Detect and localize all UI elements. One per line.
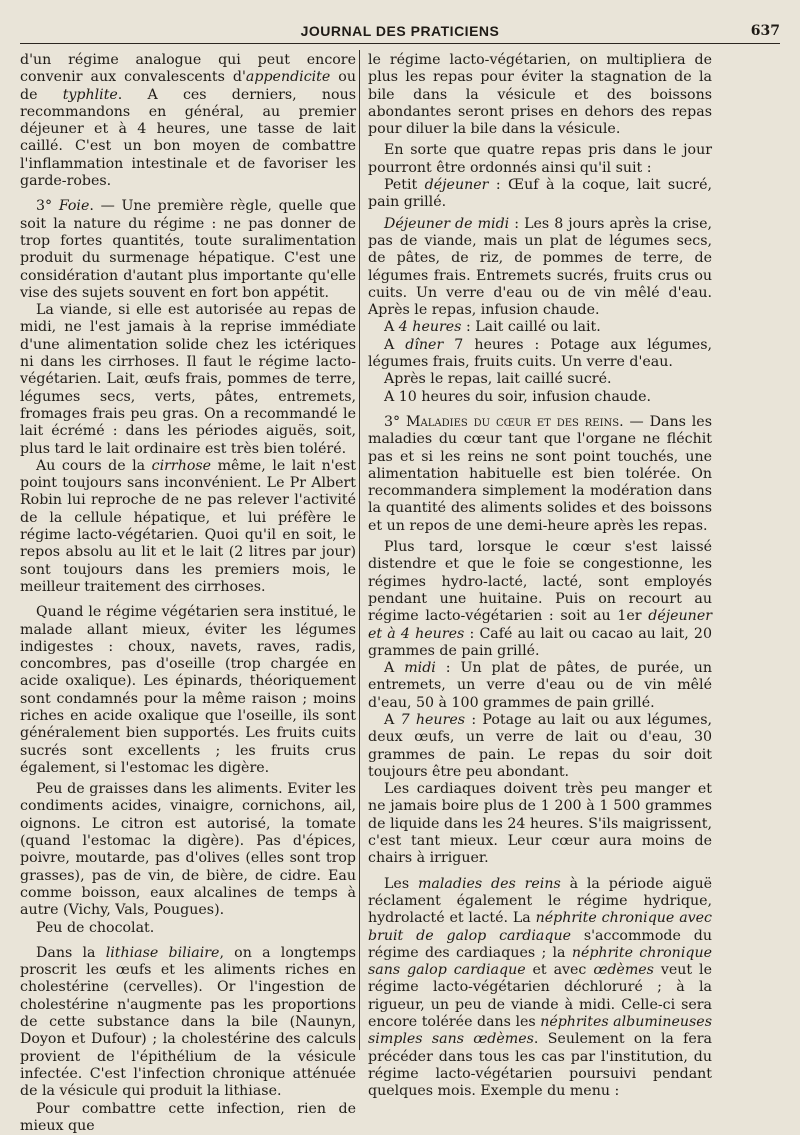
paragraph (20, 604, 356, 777)
text-run: A 10 heures du soir, infusion chaude. (384, 388, 652, 405)
text-run: Petit (384, 177, 425, 194)
text-run: A (384, 711, 401, 728)
text-run: Peu de graisses dans les aliments. Eviter les condiments acides, vinaigre, cornichons, ail, oignons. Le citron est autorisé, la tomate (quand l'estomac la digère). Pas d'épices, poivre, moutarde, pas d'olives (elles sont trop grasses), pas de vin, de bière, de cidre. Eau comme boisson, eaux alcalines de temps à autre (Vichy, Vals, Pougues). (20, 781, 356, 919)
text-run: . — Dans les maladies du cœur tant que l'organe ne fléchit pas et si les reins ne sont point touchés, une alimentation habituelle est bien tolérée. On recommandera simplement la modération dans la quantité des aliments solides et des boissons et un repos de une demi-heure après les repas. (368, 413, 712, 534)
text-run: En sorte que quatre repas pris dans le jour pourront être ordonnés ainsi qu'il suit : (368, 142, 712, 176)
text-run: Foie (58, 198, 90, 215)
text-run: ou de (20, 69, 356, 103)
text-run: 3° (36, 198, 59, 215)
text-run: le régime lacto-végétarien, on multipliera de plus les repas pour éviter la stagnation de la bile dans la vésicule et des boissons abondantes seront prises en dehors des repas pour diluer la bile dans la vésicule. (368, 52, 712, 138)
text-run: 4 heures (398, 319, 462, 336)
text-run: A (384, 319, 399, 336)
text-run: Quand le régime végétarien sera institué, le malade allant mieux, éviter les légumes indigestes : choux, navets, raves, radis, concombres, pas d'oseille (trop chargée en acide oxalique). Les épinards, théoriquement sont condamnés pour la même raison ; moins riches en acide oxalique que l'oseille, ils sont généralement bien supportés. Les fruits cuits sucrés sont excellents ; les fruits crus également, si l'estomac les digère. (20, 604, 356, 776)
paragraph (368, 876, 712, 1101)
text-run: et avec (525, 962, 594, 979)
page-number: 637 (750, 23, 780, 39)
text-run: Dans la (36, 944, 106, 961)
text-run: Les cardiaques doivent très peu manger et ne jamais boire plus de 1 200 à 1 500 grammes de liquide dans les 24 heures. S'ils maigrissent, c'est tant mieux. Leur cœur aura moins de chairs à irriguer. (368, 781, 712, 867)
paragraph (368, 216, 712, 320)
text-run: maladies des reins (417, 875, 561, 892)
text-run: œdèmes (593, 962, 654, 979)
text-run: : Œuf à la coque, lait sucré, pain grillé. (368, 177, 712, 211)
text-run: appendicite (245, 69, 331, 86)
text-run: : Potage au lait ou aux légumes, deux œufs, un verre de lait ou d'eau, 30 grammes de pain. Le repas du soir doit toujours être peu abondant. (368, 711, 712, 780)
text-run: Plus tard, lorsque le cœur s'est laissé distendre et que le foie se congestionne, les régimes hydro-lacté, lacté, sont employés pendant une huitaine. Puis on recourt au régime lacto-végétarien : soit au 1er (368, 539, 712, 625)
text-run: cirrhose (151, 457, 212, 474)
running-header (20, 16, 780, 44)
text-run: même, le lait n'est point toujours sans inconvénient. Le Pr Albert Robin lui reproche de ne pas relever l'activité de la cellule hépatique, et lui préfère le régime lacto-végétarien. Quoi qu'il en soit, le repos absolu au lit et le lait (2 litres par jour) sont toujours dans les premiers mois, le meilleur traitement des cirrhoses. (20, 457, 356, 595)
paragraph (20, 52, 356, 190)
text-run: néphrites albumineuses simples sans œdèmes (368, 1014, 712, 1048)
paragraph (20, 945, 356, 1101)
text-run: s'accommode du régime des cardiaques ; la (368, 927, 712, 961)
paragraph (368, 414, 712, 535)
right-column (368, 52, 713, 1100)
text-run: Après le repas, lait caillé sucré. (384, 371, 612, 388)
paragraph (20, 781, 356, 919)
text-run: . — Une première règle, quelle que soit la nature du régime : ne pas donner de trop fortes quantités, toute suralimentation produit du surmenage hépatique. C'est une considération d'autant plus importante qu'elle vise des sujets souvent en fort bon appétit. (20, 198, 356, 301)
text-run: déjeuner et à 4 heures (368, 608, 712, 642)
paragraph (368, 177, 712, 212)
text-run: A (384, 336, 406, 353)
paragraph (368, 539, 712, 660)
text-run: : Un plat de pâtes, de purée, un entremets, un verre d'eau ou de vin mêlé d'eau, 50 à 100 grammes de pain grillé. (368, 660, 712, 711)
paragraph (368, 371, 712, 388)
paragraph (368, 337, 712, 372)
text-run: 7 heures : Potage aux légumes, légumes frais, fruits cuits. Un verre d'eau. (368, 336, 712, 371)
text-run: . A ces derniers, nous recommandons en général, au premier déjeuner et à 4 heures, une tasse de lait caillé. C'est un bon moyen de combattre l'inflammation intestinale et de favoriser les garde-robes. (20, 86, 356, 190)
text-run: Peu de chocolat. (36, 919, 155, 936)
paragraph (368, 781, 712, 867)
text-run: Au cours de la (36, 457, 152, 474)
text-run: Maladies du cœur et des reins (406, 413, 620, 430)
text-run: : Lait caillé ou lait. (461, 319, 601, 336)
text-run: : Les 8 jours après la crise, pas de viande, mais un plat de légumes secs, de pâtes, de riz, de pommes de terre, de légumes frais. Entremets sucrés, fruits crus ou cuits. Un verre d'eau ou de vin mêlé d'eau. Après le repas, infusion chaude. (368, 215, 712, 319)
text-run: La viande, si elle est autorisée au repas de midi, ne l'est jamais à la reprise immédiate d'une alimentation solide chez les ictériques ni dans les cirrhoses. Il faut le régime lacto-végétarien. Lait, œufs frais, pommes de terre, légumes secs, verts, pâtes, entremets, fromages frais peu gras. On a recommandé le lait écrémé : dans les périodes aiguës, soit, plus tard le lait ordinaire est très bien toléré. (20, 302, 356, 457)
text-run: . Seulement on la fera précéder dans tous les cas par l'institution, du régime lacto-végétarien poursuivi pendant quelques mois. Exemple du menu : (368, 1031, 712, 1100)
text-run: d'un régime analogue qui peut encore convenir aux convalescents d' (20, 52, 356, 86)
journal-title: JOURNAL DES PRATICIENS (300, 23, 500, 39)
paragraph (20, 458, 356, 596)
text-run: 3° (384, 413, 407, 430)
paragraph (20, 302, 356, 458)
column-divider (359, 50, 360, 1050)
paragraph (20, 920, 356, 937)
text-run: lithiase biliaire (105, 944, 220, 961)
text-run: , on a longtemps proscrit les œufs et les aliments riches en cholestérine (cervelles). Or l'ingestion de cholestérine n'augmente pas les proportions de cette substance dans la bile (Naunyn, Doyon et Dufour) ; la cholestérine des calculs provient de l'épithélium de la vésicule infectée. C'est l'infection chronique atténuée de la vésicule qui produit la lithiase. (20, 944, 357, 1100)
text-run: dîner (405, 336, 444, 353)
text-run: à la période aiguë réclament également le régime hydrique, hydrolacté et lacté. La (368, 875, 713, 927)
paragraph (368, 319, 712, 336)
text-run: Déjeuner de midi (384, 215, 510, 232)
paragraph (368, 142, 712, 177)
text-run: néphrite chronique avec bruit de galop cardiaque (368, 910, 713, 944)
text-run: midi (404, 660, 436, 677)
paragraph (368, 660, 712, 712)
text-run: A (384, 660, 405, 677)
paragraph (20, 198, 356, 302)
text-run: typhlite (62, 86, 118, 103)
text-run: néphrite chronique sans galop cardiaque (368, 944, 712, 979)
paragraph (20, 1101, 356, 1135)
text-run: : Café au lait ou cacao au lait, 20 grammes de pain grillé. (368, 625, 712, 659)
text-run: Pour combattre cette infection, rien de mieux que (20, 1100, 356, 1134)
left-column (20, 52, 357, 1134)
text-run: déjeuner (424, 177, 489, 194)
paragraph (368, 52, 712, 138)
paragraph (368, 389, 712, 406)
text-run: 7 heures (400, 711, 466, 728)
text-run: Les (384, 875, 418, 892)
text-run: veut le régime lacto-végétarien déchloruré ; à la rigueur, un peu de viande à midi. Celle-ci sera encore tolérée dans les (368, 962, 712, 1031)
paragraph (368, 712, 712, 781)
